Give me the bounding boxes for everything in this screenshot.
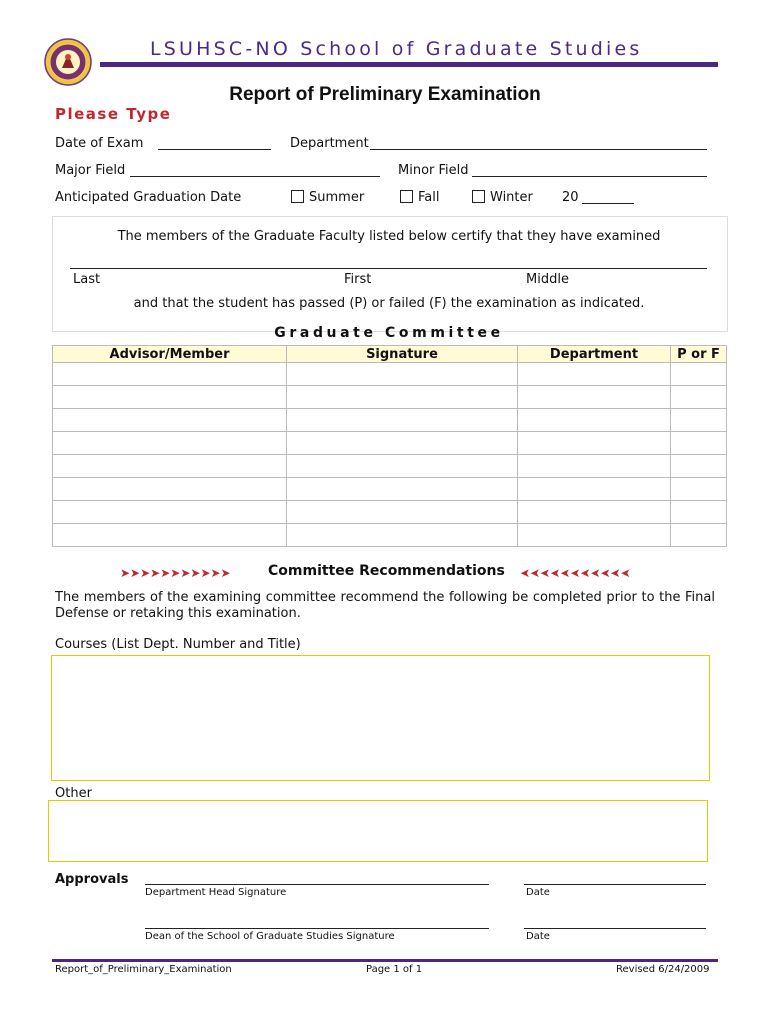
department-cell[interactable] [518,386,671,409]
last-name-label: Last [73,272,101,287]
winter-label: Winter [490,190,533,205]
signature-cell[interactable] [287,478,518,501]
signature-cell[interactable] [287,524,518,547]
advisor-cell[interactable] [53,409,287,432]
table-row [53,524,727,547]
anticipated-grad-label: Anticipated Graduation Date [55,190,242,205]
courses-textarea[interactable] [51,655,710,781]
signature-cell[interactable] [287,363,518,386]
department-cell[interactable] [518,478,671,501]
dept-head-signature-field[interactable] [145,884,489,885]
p-or-f-cell[interactable] [671,501,727,524]
minor-field-label: Minor Field [398,163,469,178]
advisor-cell[interactable] [53,386,287,409]
footer-page: Page 1 of 1 [366,964,423,975]
department-cell[interactable] [518,501,671,524]
table-row [53,501,727,524]
table-row [53,455,727,478]
table-row [53,363,727,386]
major-field-label: Major Field [55,163,126,178]
recommendations-text: The members of the examining committee recommend the following be completed prior to the Final Defense or retaking this examination. [55,590,715,621]
first-name-label: First [344,272,372,287]
courses-label: Courses (List Dept. Number and Title) [55,637,301,652]
col-p-or-f: P or F [671,346,727,363]
student-name-field[interactable] [70,268,707,269]
signature-cell[interactable] [287,501,518,524]
summer-label: Summer [309,190,365,205]
advisor-cell[interactable] [53,478,287,501]
please-type-note: Please Type [55,105,172,123]
p-or-f-cell[interactable] [671,363,727,386]
p-or-f-cell[interactable] [671,409,727,432]
approvals-label: Approvals [55,872,129,887]
fall-label: Fall [418,190,440,205]
major-field-input[interactable] [130,176,380,177]
table-row [53,478,727,501]
col-department: Department [518,346,671,363]
summer-checkbox[interactable] [291,190,304,203]
department-cell[interactable] [518,363,671,386]
dept-head-date-field[interactable] [524,884,706,885]
table-row [53,409,727,432]
other-label: Other [55,786,92,801]
department-cell[interactable] [518,432,671,455]
footer-rule [52,959,718,962]
advisor-cell[interactable] [53,524,287,547]
signature-cell[interactable] [287,455,518,478]
advisor-cell[interactable] [53,363,287,386]
header-rule [100,62,718,67]
signature-cell[interactable] [287,386,518,409]
p-or-f-cell[interactable] [671,455,727,478]
advisor-cell[interactable] [53,455,287,478]
col-signature: Signature [287,346,518,363]
dept-head-date-label: Date [526,887,550,898]
p-or-f-cell[interactable] [671,524,727,547]
department-label: Department [290,136,369,151]
date-of-exam-field[interactable] [158,149,271,150]
other-textarea[interactable] [48,800,708,862]
signature-cell[interactable] [287,432,518,455]
minor-field-input[interactable] [472,176,707,177]
dean-date-label: Date [526,931,550,942]
department-cell[interactable] [518,455,671,478]
dept-head-label: Department Head Signature [145,887,287,898]
arrows-left-icon: ➤➤➤➤➤➤➤➤➤➤➤ [520,566,631,580]
department-cell[interactable] [518,409,671,432]
department-field[interactable] [370,149,707,150]
table-row [53,432,727,455]
arrows-right-icon: ➤➤➤➤➤➤➤➤➤➤➤ [120,566,231,580]
p-or-f-cell[interactable] [671,386,727,409]
certify-intro: The members of the Graduate Faculty listed below certify that they have examined [117,229,661,244]
p-or-f-cell[interactable] [671,432,727,455]
university-seal-icon [44,38,92,86]
recommendations-title: Committee Recommendations [268,563,505,579]
org-name: LSUHSC-NO School of Graduate Studies [150,38,643,60]
department-cell[interactable] [518,524,671,547]
dean-signature-field[interactable] [145,928,489,929]
winter-checkbox[interactable] [472,190,485,203]
dean-date-field[interactable] [524,928,706,929]
page-title: Report of Preliminary Examination [229,84,541,105]
fall-checkbox[interactable] [400,190,413,203]
middle-name-label: Middle [526,272,569,287]
table-row [53,386,727,409]
p-or-f-cell[interactable] [671,478,727,501]
year-field[interactable] [582,203,634,204]
signature-cell[interactable] [287,409,518,432]
footer-revised: Revised 6/24/2009 [616,964,710,975]
dean-label: Dean of the School of Graduate Studies Signature [145,931,395,942]
year-prefix: 20 [562,190,579,205]
advisor-cell[interactable] [53,432,287,455]
committee-table [52,345,727,547]
certify-result: and that the student has passed (P) or failed (F) the examination as indicated. [133,296,645,311]
col-advisor: Advisor/Member [53,346,287,363]
footer-filename: Report_of_Preliminary_Examination [55,964,232,975]
committee-title: Graduate Committee [274,325,504,341]
advisor-cell[interactable] [53,501,287,524]
date-of-exam-label: Date of Exam [55,136,144,151]
